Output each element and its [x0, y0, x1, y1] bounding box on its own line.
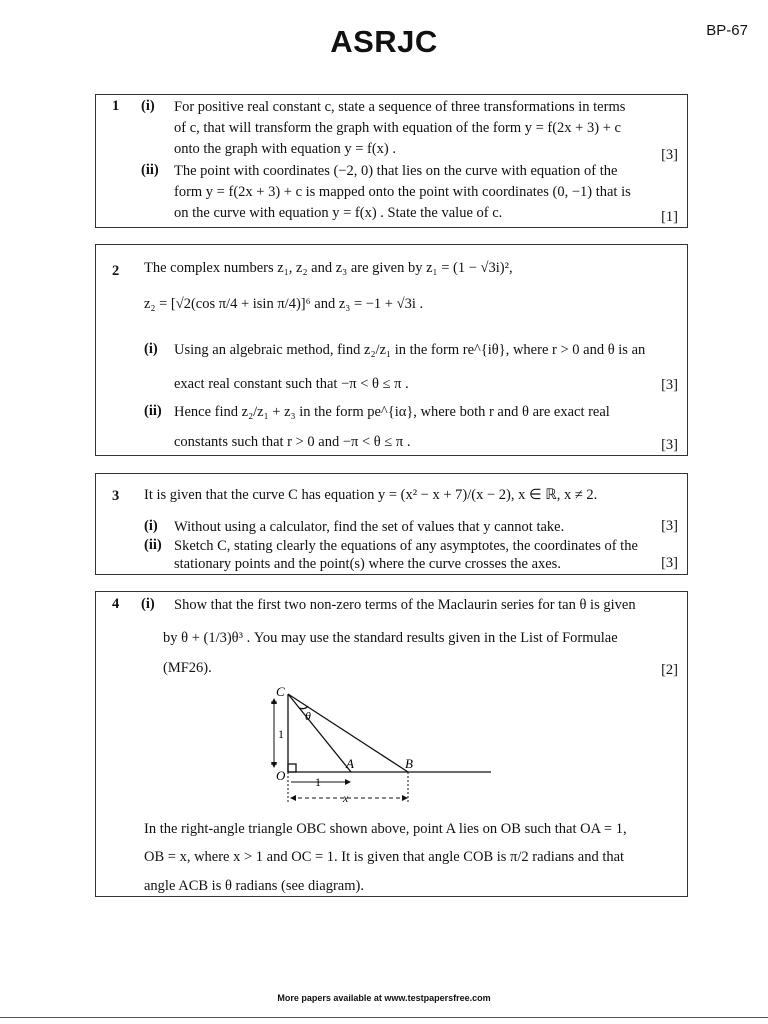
q2-intro: The complex numbers z₁, z₂ and z₃ are given by z₁ = (1 − √3i)²,: [144, 260, 513, 276]
q1-part-i-line-3: onto the graph with equation y = f(x) .: [174, 141, 397, 157]
label-b: B: [405, 756, 413, 771]
page-code: BP-67: [706, 22, 748, 39]
q4-part-i-label: (i): [141, 596, 155, 612]
q4-part-i-marks: [2]: [661, 662, 678, 678]
q1-part-ii-marks: [1]: [661, 209, 678, 225]
q2-part-i-marks: [3]: [661, 377, 678, 393]
q1-part-ii-line-2: form y = f(2x + 3) + c is mapped onto the point with coordinates (0, −1) that is: [174, 184, 631, 200]
q3-part-i-label: (i): [144, 518, 158, 534]
q1-part-i-line-1: For positive real constant c, state a sequence of three transformations in terms: [174, 99, 626, 115]
line-ca: [288, 694, 351, 772]
q3-intro: It is given that the curve C has equation y = (x² − x + 7)/(x − 2), x ∈ ℝ, x ≠ 2.: [144, 487, 598, 503]
triangle-diagram: [271, 684, 501, 809]
footer-note: More papers available at www.testpapersfree.com: [277, 993, 491, 1003]
q2-part-ii-line-1: Hence find z₂/z₁ + z₃ in the form pe^{iα}, where both r and θ are exact real: [174, 404, 610, 420]
label-oc-length: 1: [278, 727, 284, 741]
question-2-box: [95, 244, 688, 456]
q1-part-ii-line-3: on the curve with equation y = f(x) . State the value of c.: [174, 205, 503, 221]
label-ob-length: x: [343, 791, 349, 805]
label-theta: θ: [305, 709, 311, 723]
q2-z2-definition: z₂ = [√2(cos π/4 + isin π/4)]⁶ and z₃ = −1 + √3i .: [144, 296, 424, 312]
q1-part-i-marks: [3]: [661, 147, 678, 163]
q2-part-ii-line-2: constants such that r > 0 and −π < θ ≤ π .: [174, 434, 411, 450]
page-title: ASRJC: [330, 24, 438, 59]
question-1-box: [95, 94, 688, 228]
question-2-number: 2: [112, 263, 120, 279]
question-3-number: 3: [112, 488, 120, 504]
q4-part-i-line-3: (MF26).: [163, 660, 212, 676]
q2-part-i-line-1: Using an algebraic method, find z₂/z₁ in the form re^{iθ}, where r > 0 and θ is an: [174, 342, 646, 358]
label-c: C: [276, 684, 285, 699]
q1-part-i-line-2: of c, that will transform the graph with equation of the form y = f(2x + 3) + c: [174, 120, 621, 136]
q3-part-i-marks: [3]: [661, 518, 678, 534]
label-o: O: [276, 768, 286, 783]
q3-part-ii-marks: [3]: [661, 555, 678, 571]
q4-paragraph-line-3: angle ACB is θ radians (see diagram).: [144, 878, 364, 894]
right-angle-marker: [288, 764, 296, 772]
q2-part-i-label: (i): [144, 341, 158, 357]
q4-paragraph-line-2: OB = x, where x > 1 and OC = 1. It is given that angle COB is π/2 radians and that: [144, 849, 625, 865]
label-a: A: [346, 756, 354, 771]
q4-part-i-line-2: by θ + (1/3)θ³ . You may use the standard results given in the List of Formulae: [163, 630, 618, 646]
q1-part-i-label: (i): [141, 98, 155, 114]
q3-part-ii-label: (ii): [144, 537, 162, 553]
question-3-box: [95, 473, 688, 575]
q1-part-ii-label: (ii): [141, 162, 159, 178]
q2-part-ii-label: (ii): [144, 403, 162, 419]
q3-part-ii-line-2: stationary points and the point(s) where the curve crosses the axes.: [174, 556, 561, 572]
q3-part-ii-line-1: Sketch C, stating clearly the equations of any asymptotes, the coordinates of the: [174, 538, 638, 554]
q2-part-ii-marks: [3]: [661, 437, 678, 453]
question-4-box: [95, 591, 688, 897]
q1-part-ii-line-1: The point with coordinates (−2, 0) that lies on the curve with equation of the: [174, 163, 618, 179]
question-1-number: 1: [112, 98, 120, 114]
q3-part-i-line: Without using a calculator, find the set of values that y cannot take.: [174, 519, 565, 535]
q4-part-i-line-1: Show that the first two non-zero terms of the Maclaurin series for tan θ is given: [174, 597, 636, 613]
q2-part-i-line-2: exact real constant such that −π < θ ≤ π .: [174, 376, 409, 392]
label-oa-length: 1: [315, 775, 321, 789]
footer-rule: [0, 1017, 768, 1018]
question-4-number: 4: [112, 596, 120, 612]
q4-paragraph-line-1: In the right-angle triangle OBC shown above, point A lies on OB such that OA = 1,: [144, 821, 627, 837]
